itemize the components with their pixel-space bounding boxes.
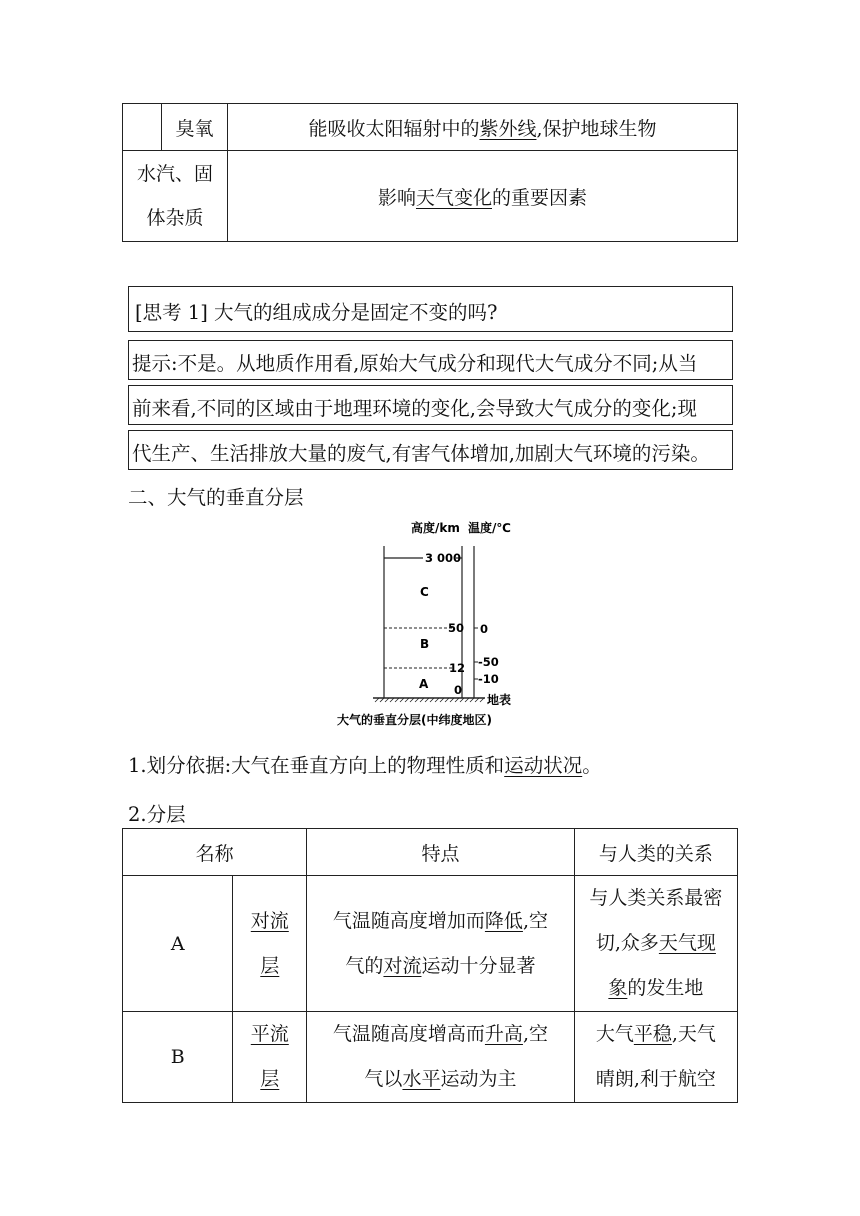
hint-line: 代生产、生活排放大量的废气,有害气体增加,加剧大气环境的污染。 (128, 430, 733, 470)
hint-line: 提示:不是。从地质作用看,原始大气成分和现代大气成分不同;从当 (128, 340, 733, 380)
underlined-answer: 象 (608, 977, 628, 999)
ground-label: 地表 (487, 693, 512, 707)
underlined-answer: 对流 (383, 954, 422, 977)
text: ,保护地球生物 (536, 117, 657, 140)
text: 运动十分显著 (421, 954, 536, 977)
layer-c-label: C (420, 585, 429, 599)
header-relation: 与人类的关系 (574, 829, 737, 876)
layer-a-label: A (419, 677, 429, 691)
height-tick-50: 50 (448, 621, 465, 635)
layers-title: 2.分层 (128, 803, 186, 826)
underlined-answer: 天气变化 (415, 186, 492, 209)
row-feature (307, 876, 575, 1012)
underlined-answer: 层 (260, 1068, 280, 1090)
table-cell-vapor (123, 151, 228, 242)
row-feature (307, 1012, 575, 1103)
atmosphere-composition-table (122, 103, 738, 242)
text: 1.划分依据:大气在垂直方向上的物理性质和 (128, 754, 505, 777)
section-title: 二、大气的垂直分层 (128, 486, 304, 509)
height-tick-3000: 3 000 (425, 551, 462, 565)
text: 大气 (595, 1023, 634, 1045)
vapor-label-line: 水汽、固 (136, 163, 213, 185)
text: 晴朗,利于航空 (595, 1068, 716, 1090)
temp-axis-label: 温度/℃ (468, 521, 511, 535)
height-tick-12: 12 (449, 661, 466, 675)
text: 气以 (364, 1068, 403, 1090)
underlined-answer: 升高 (484, 1023, 523, 1045)
table-cell-vapor-desc (228, 151, 738, 242)
hint-line: 前来看,不同的区域由于地理环境的变化,会导致大气成分的变化;现 (128, 385, 733, 425)
text: 气温随高度增高而 (332, 1023, 485, 1045)
text: 气的 (345, 954, 384, 977)
row-letter: A (123, 876, 233, 1012)
think-question-box: [思考 1] 大气的组成成分是固定不变的吗? (128, 286, 733, 332)
text: ,空 (522, 909, 548, 932)
underlined-answer: 平稳 (633, 1023, 672, 1045)
figure-caption: 大气的垂直分层(中纬度地区) (337, 713, 492, 727)
underlined-answer: 平流 (250, 1023, 289, 1045)
temp-tick-minus50: -50 (478, 655, 499, 669)
underlined-answer: 降低 (484, 909, 523, 932)
text: ,空 (522, 1023, 548, 1045)
underlined-answer: 层 (260, 954, 280, 977)
temp-tick-0: 0 (480, 622, 489, 636)
row-letter: B (123, 1012, 233, 1103)
underlined-answer: 运动状况 (504, 754, 583, 777)
height-axis-label: 高度/km (411, 521, 460, 535)
row-layer-name (233, 1012, 307, 1103)
text: 切,众多 (595, 932, 659, 954)
header-feature: 特点 (307, 829, 575, 876)
text: ,天气 (671, 1023, 716, 1045)
text: 的发生地 (627, 977, 704, 999)
table-cell-empty (123, 104, 162, 151)
text: 与人类关系最密 (589, 887, 723, 909)
division-basis (128, 750, 602, 778)
layers-table (122, 828, 738, 1103)
vertical-layers-diagram (335, 518, 535, 732)
height-tick-0: 0 (454, 683, 463, 697)
row-relation (574, 876, 737, 1012)
header-name: 名称 (123, 829, 307, 876)
table-cell-ozone-desc (228, 104, 738, 151)
layer-b-label: B (420, 637, 430, 651)
text: 气温随高度增加而 (332, 909, 485, 932)
ozone-label: 臭氧 (175, 117, 214, 140)
underlined-answer: 天气现 (658, 932, 716, 954)
underlined-answer: 紫外线 (479, 117, 537, 140)
text: 能吸收太阳辐射中的 (308, 117, 480, 140)
text: 运动为主 (440, 1068, 517, 1090)
temp-tick-minus10: -10 (478, 672, 499, 686)
vapor-label-line: 体杂质 (146, 207, 204, 229)
table-cell-ozone (162, 104, 228, 151)
underlined-answer: 水平 (402, 1068, 441, 1090)
row-layer-name (233, 876, 307, 1012)
text: 影响 (377, 186, 416, 209)
underlined-answer: 对流 (250, 909, 289, 932)
row-relation (574, 1012, 737, 1103)
text: 。 (582, 754, 602, 777)
text: 的重要因素 (492, 186, 588, 209)
